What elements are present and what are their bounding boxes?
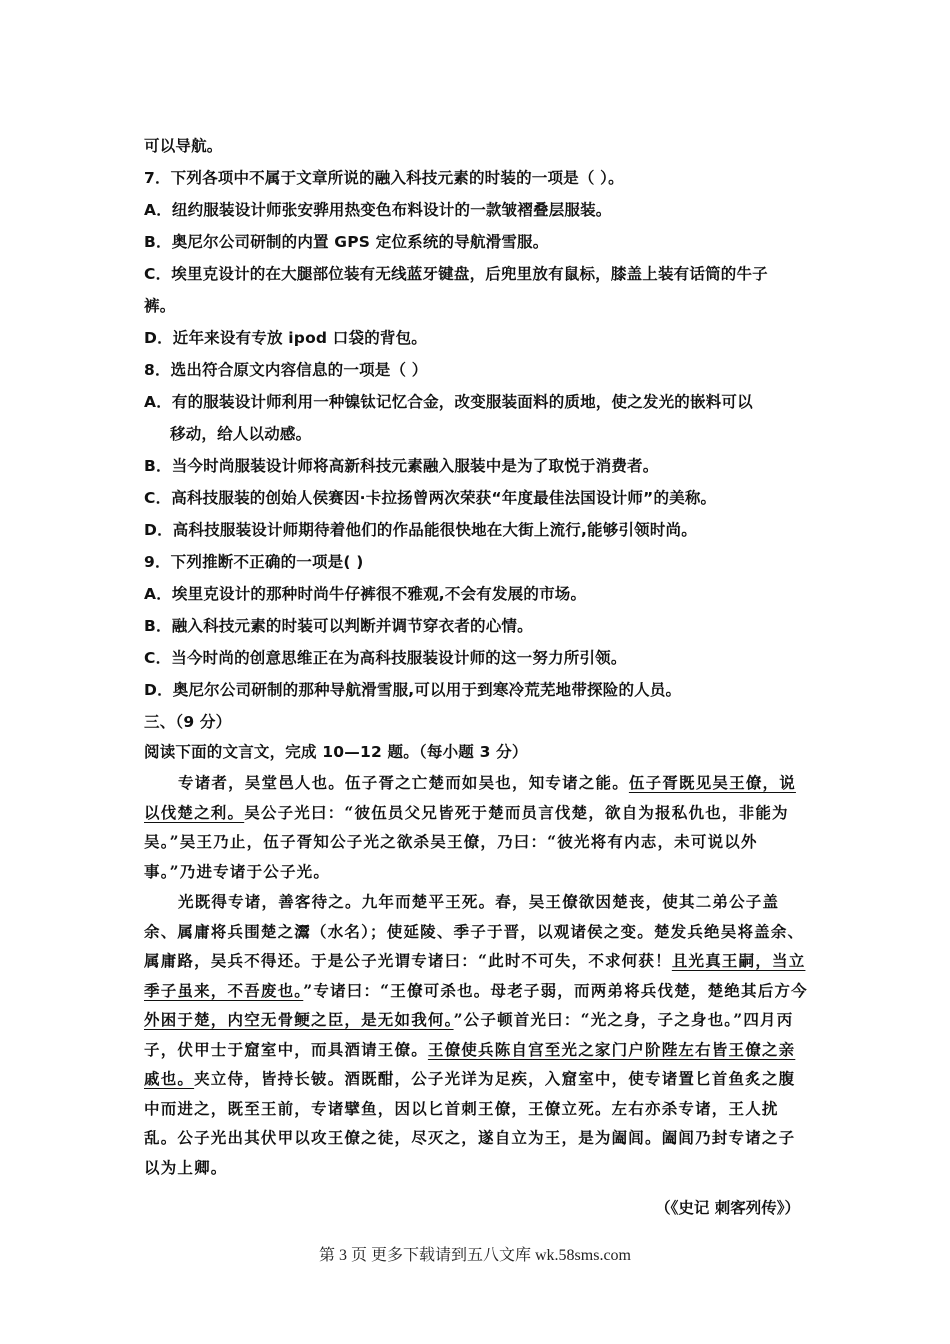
option-8b: B．当今时尚服装设计师将高新科技元素融入服装中是为了取悦于消费者。 xyxy=(144,457,659,475)
option-9c: C．当今时尚的创意思维正在为高科技服装设计师的这一努力所引领。 xyxy=(144,649,627,667)
option-7c: C．埃里克设计的在大腿部位装有无线蓝牙键盘，后兜里放有鼠标，膝盖上装有话筒的牛子 xyxy=(144,265,768,283)
passage-paragraph-2 xyxy=(144,887,809,1182)
underlined-sentence-4: 王僚使兵陈自宫至光之家门户阶陛左右皆王僚之亲戚也。 xyxy=(144,1039,796,1088)
option-7c-cont: 裤。 xyxy=(144,297,176,315)
passage-text: 光既得专诸，善客待之。九年而楚平王死。春，吴王僚欲因楚丧，使其二弟公子盖余、属庸将兵围楚之灊（水名）；使延陵、季子于晋，以观诸侯之变。楚发兵绝吴将盖余、属庸路，吴兵不得还。于是公子光谓专诸曰：“此时不可失，不求何获！ xyxy=(144,892,805,970)
option-8d: D．高科技服装设计师期待着他们的作品能很快地在大街上流行,能够引领时尚。 xyxy=(144,521,697,539)
underlined-sentence-3: 外困于楚，内空无骨鲠之臣，是无如我何。 xyxy=(144,1010,454,1029)
text-line: 可以导航。 xyxy=(144,137,223,155)
option-8a: A．有的服装设计师利用一种镍钛记忆合金，改变服装面料的质地，使之发光的嵌料可以 xyxy=(144,393,753,411)
question-9: 9．下列推断不正确的一项是( ) xyxy=(144,553,364,571)
option-7d: D．近年来设有专放 ipod 口袋的背包。 xyxy=(144,329,428,347)
option-7b: B．奥尼尔公司研制的内置 GPS 定位系统的导航滑雪服。 xyxy=(144,233,549,251)
passage-text: 吴公子光曰：“彼伍员父兄皆死于楚而员言伐楚，欲自为报私仇也，非能为吴。”吴王乃止，伍子胥知公子光之欲杀吴王僚，乃曰：“彼光将有内志，未可说以外事。”乃进专诸于公子光。 xyxy=(144,802,789,881)
page-footer: 第 3 页 更多下载请到五八文库 wk.58sms.com xyxy=(318,1247,631,1264)
passage-text: 夹立侍，皆持长铍。酒既酣，公子光详为足疾，入窟室中，使专诸置匕首鱼炙之腹中而进之，既至王前，专诸擘鱼，因以匕首刺王僚，王僚立死。左右亦杀专诸，王人扰乱。公子光出其伏甲以攻王僚之徒，尽灭之，遂自立为王，是为阖闾。阖闾乃封专诸之子以为上卿。 xyxy=(144,1069,796,1177)
option-8c: C．高科技服装的创始人侯赛因·卡拉扬曾两次荣获“年度最佳法国设计师”的美称。 xyxy=(144,489,717,507)
option-9b: B．融入科技元素的时装可以判断并调节穿衣者的心情。 xyxy=(144,617,533,635)
underlined-sentence-1: 伍子胥既见吴王僚，说以伐楚之利。 xyxy=(144,773,796,822)
section-heading: 三、（9 分） xyxy=(144,713,232,731)
option-9a: A．埃里克设计的那种时尚牛仔裤很不雅观,不会有发展的市场。 xyxy=(144,585,587,603)
underlined-sentence-2: 且光真王嗣，当立季子虽来，不吾废也。 xyxy=(144,951,806,1000)
passage-paragraph-1 xyxy=(144,768,809,886)
passage-source: （《史记 刺客列传》） xyxy=(655,1198,800,1217)
passage-text: ”专诸曰：“王僚可杀也。母老子弱，而两弟将兵伐楚，楚绝其后方今 xyxy=(303,980,808,1000)
option-9d: D．奥尼尔公司研制的那种导航滑雪服,可以用于到寒冷荒芜地带探险的人员。 xyxy=(144,681,682,699)
passage-text: ”公子顿首光曰：“光之身，子之身也。”四月丙子，伏甲士于窟室中，而具酒请王僚。 xyxy=(144,1010,794,1059)
reading-instruction: 阅读下面的文言文，完成 10—12 题。（每小题 3 分） xyxy=(144,743,528,761)
option-8a-cont: 移动，给人以动感。 xyxy=(170,425,312,443)
passage-text: 专诸者，吴堂邑人也。伍子胥之亡楚而如吴也，知专诸之能。 xyxy=(178,773,629,792)
question-7: 7．下列各项中不属于文章所说的融入科技元素的时装的一项是（ ）。 xyxy=(144,169,624,187)
option-7a: A．纽约服装设计师张安骅用热变色布料设计的一款皱褶叠层服装。 xyxy=(144,201,612,219)
question-8: 8．选出符合原文内容信息的一项是（ ） xyxy=(144,361,428,379)
